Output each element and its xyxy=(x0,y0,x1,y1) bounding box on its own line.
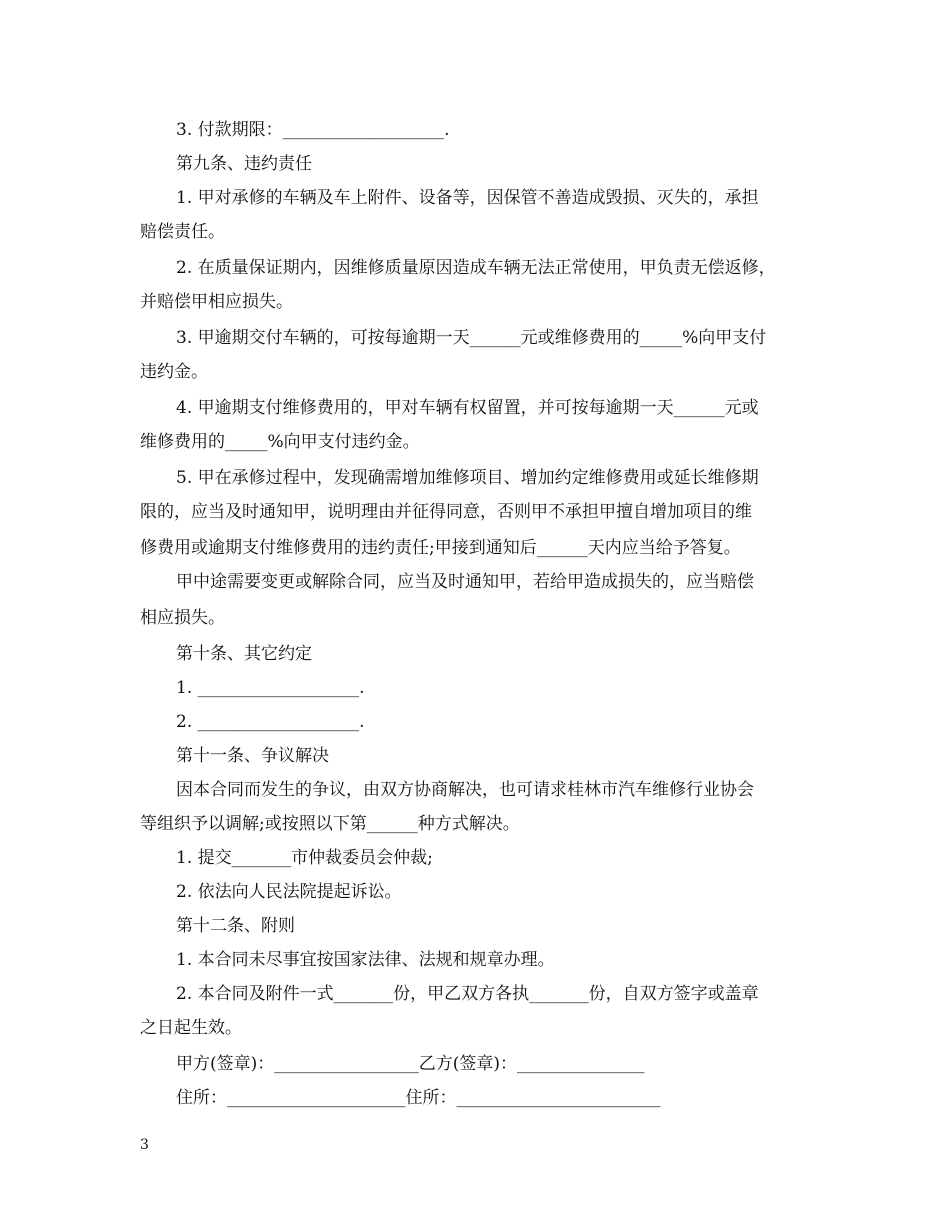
text-line: 4. 甲逾期支付维修费用的，甲对车辆有权留置，并可按每逾期一天______元或 xyxy=(176,398,759,418)
text-line: 违约金。 xyxy=(140,362,208,382)
text-line: 2. ___________________. xyxy=(176,712,365,732)
section-heading: 第九条、违约责任 xyxy=(176,154,312,174)
text-line: 2. 在质量保证期内，因维修质量原因造成车辆无法正常使用，甲负责无偿返修， xyxy=(176,258,776,278)
text-line: 3. 付款期限：___________________. xyxy=(176,120,450,140)
text-line: 修费用或逾期支付维修费用的违约责任;甲接到通知后______天内应当给予答复。 xyxy=(140,538,741,558)
section-heading: 第十二条、附则 xyxy=(176,916,295,936)
text-line: 1. 本合同未尽事宜按国家法律、法规和规章办理。 xyxy=(176,950,555,970)
text-line: 1. 甲对承修的车辆及车上附件、设备等，因保管不善造成毁损、灭失的，承担 xyxy=(176,188,759,208)
text-line: 限的，应当及时通知甲，说明理由并征得同意，否则甲不承担甲擅自增加项目的维 xyxy=(140,502,752,522)
text-line: 5. 甲在承修过程中，发现确需增加维修项目、增加约定维修费用或延长维修期 xyxy=(176,468,759,488)
address-line: 住所：_____________________住所：________________________ xyxy=(176,1088,661,1108)
text-line: 并赔偿甲相应损失。 xyxy=(140,292,293,312)
page-number: 3 xyxy=(140,1137,149,1153)
text-line: 1. 提交_______市仲裁委员会仲裁; xyxy=(176,848,433,868)
section-heading: 第十条、其它约定 xyxy=(176,644,312,664)
section-heading: 第十一条、争议解决 xyxy=(176,746,329,766)
text-line: 3. 甲逾期交付车辆的，可按每逾期一天______元或维修费用的_____%向甲支付 xyxy=(176,328,767,348)
text-line: 因本合同而发生的争议，由双方协商解决，也可请求桂林市汽车维修行业协会 xyxy=(176,780,754,800)
text-line: 甲中途需要变更或解除合同，应当及时通知甲，若给甲造成损失的，应当赔偿 xyxy=(176,572,754,592)
text-line: 赔偿责任。 xyxy=(140,222,225,242)
text-line: 1. ___________________. xyxy=(176,678,365,698)
text-line: 2. 本合同及附件一式_______份，甲乙双方各执_______份，自双方签字或盖章 xyxy=(176,984,759,1004)
text-line: 之日起生效。 xyxy=(140,1018,242,1038)
signature-line: 甲方(签章)：_________________乙方(签章)：_______________ xyxy=(176,1054,645,1074)
text-line: 维修费用的_____%向甲支付违约金。 xyxy=(140,432,420,452)
text-line: 等组织予以调解;或按照以下第______种方式解决。 xyxy=(140,814,520,834)
text-line: 相应损失。 xyxy=(140,608,225,628)
text-line: 2. 依法向人民法院提起诉讼。 xyxy=(176,882,402,902)
